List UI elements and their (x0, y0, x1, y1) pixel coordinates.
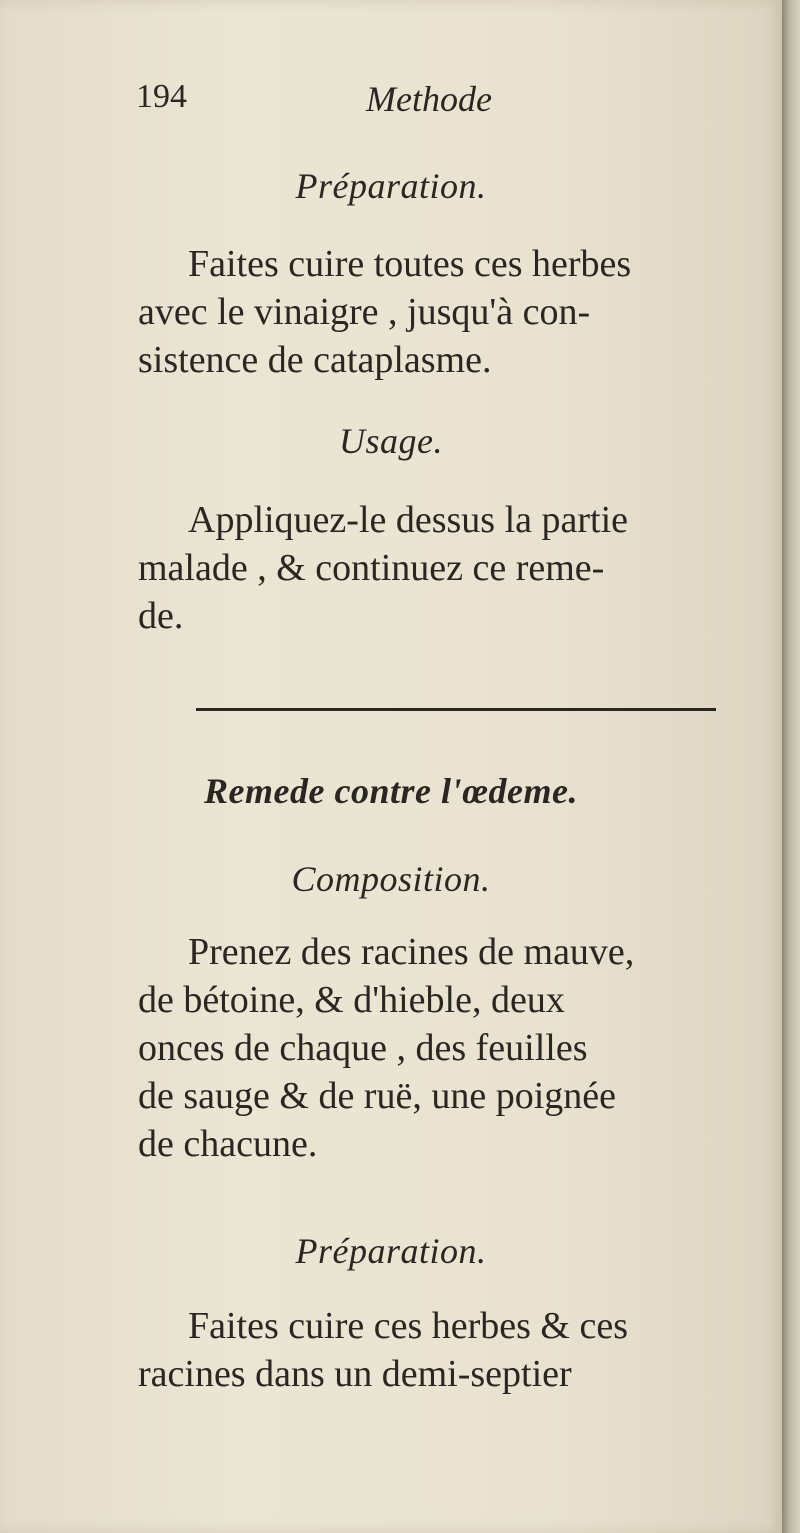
page-edge (782, 0, 800, 1533)
remedy-title: Remede contre l'œdeme. (204, 771, 578, 811)
text-line: de bétoine, & d'hieble, deux (138, 979, 565, 1021)
page-number: 194 (136, 78, 187, 115)
text-line: Faites cuire ces herbes & ces (188, 1305, 628, 1347)
preparation-paragraph-2 (138, 1302, 738, 1398)
text-line: de sauge & de ruë, une poignée (138, 1075, 616, 1117)
composition-paragraph (138, 928, 738, 1168)
preparation-heading-1: Préparation. (295, 166, 487, 206)
text-line: onces de chaque , des feuilles (138, 1027, 588, 1069)
running-title: Methode (366, 79, 492, 119)
running-head (136, 78, 696, 128)
usage-paragraph (138, 496, 738, 640)
text-line: racines dans un demi-septier (138, 1353, 572, 1395)
text-line: de chacune. (138, 1123, 318, 1165)
text-line: Faites cuire toutes ces herbes (188, 243, 632, 285)
text-line: sistence de cataplasme. (138, 339, 492, 381)
text-line: de. (138, 595, 184, 637)
text-line: Prenez des racines de mauve, (188, 931, 635, 973)
text-line: Appliquez-le dessus la partie (188, 499, 629, 541)
composition-heading: Composition. (291, 859, 491, 899)
preparation-paragraph-1 (138, 240, 738, 384)
text-line: avec le vinaigre , jusqu'à con- (138, 291, 591, 333)
preparation-heading-2: Préparation. (295, 1231, 487, 1271)
section-divider (196, 708, 716, 711)
text-line: malade , & continuez ce reme- (138, 547, 605, 589)
usage-heading: Usage. (339, 421, 443, 461)
